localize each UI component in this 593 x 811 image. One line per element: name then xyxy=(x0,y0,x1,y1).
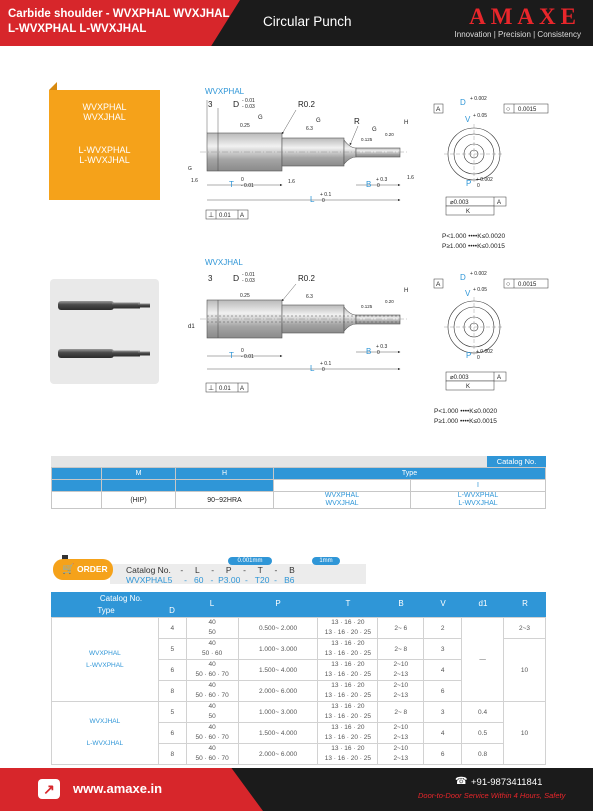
end-datum-1: A xyxy=(436,106,441,113)
l-val: 40 xyxy=(208,640,216,647)
drawing-1-name: WVXPHAL xyxy=(205,87,245,96)
cell-l xyxy=(186,660,238,681)
cell-d1: 0.8 xyxy=(462,744,504,765)
title-line-2: L-WVXPHAL L-WVXJHAL xyxy=(8,23,147,35)
cell-b xyxy=(378,660,424,681)
l-zero-2: 0 xyxy=(322,367,325,373)
k-label-1: K xyxy=(466,209,471,215)
type-header-m: M xyxy=(102,468,176,480)
perp-value-1: 0.01 xyxy=(219,213,231,219)
cell-p: 2.000~ 6.000 xyxy=(238,681,318,702)
cell-d: 6 xyxy=(158,660,186,681)
l-zero-1: 0 xyxy=(322,198,325,204)
cell-p: 0.500~ 2.000 xyxy=(238,618,318,639)
g-label-1d: G xyxy=(188,166,192,172)
b-val: 2~10 xyxy=(393,745,409,752)
type-table-subheader xyxy=(52,480,546,492)
r-label-1: R xyxy=(354,117,360,126)
end-datum-2: A xyxy=(436,281,441,288)
type-header-type-label: Type xyxy=(401,470,418,477)
header-d: D xyxy=(169,606,175,615)
t-val: 13 · 16 · 20 xyxy=(331,640,365,647)
spec-table xyxy=(51,617,546,765)
t-val: 13 · 16 · 20 xyxy=(331,703,365,710)
drawing-2-side-view xyxy=(188,258,408,392)
d-tol-lower-2: - 0.03 xyxy=(242,278,255,284)
cell-p: 1.500~ 4.000 xyxy=(238,723,318,744)
end-p-tol-2: + 0.002 xyxy=(476,349,493,355)
t-val: 13 · 16 · 20 · 25 xyxy=(324,650,371,657)
flatness-value-1: 0.0015 xyxy=(518,107,537,113)
t-val: 13 · 16 · 20 xyxy=(331,661,365,668)
header-d1: d1 xyxy=(478,599,488,608)
b-val: 2~13 xyxy=(393,734,409,741)
b-val: 2~10 xyxy=(393,682,409,689)
drawing-2-end-view xyxy=(434,271,548,425)
cell-b: 2~ 8 xyxy=(378,639,424,660)
order-button[interactable] xyxy=(53,559,113,580)
cell-t xyxy=(318,660,378,681)
l-label-2: L xyxy=(310,364,315,373)
b-val: 2~13 xyxy=(393,692,409,699)
g-label-1c: G xyxy=(372,127,377,133)
cell-l xyxy=(186,618,238,639)
header-t: T xyxy=(345,599,351,608)
type-table xyxy=(51,467,546,509)
b-val: 2~13 xyxy=(393,755,409,762)
table-row xyxy=(52,702,546,723)
t-val: 13 · 16 · 20 · 25 xyxy=(324,713,371,720)
title-line-1: Carbide shoulder - WVXPHAL WVXJHAL xyxy=(8,8,230,20)
roughness-16-1b: 1.6 xyxy=(288,179,295,185)
roughness-0125-2: 0.125 xyxy=(361,304,373,309)
cell-v: 3 xyxy=(424,639,462,660)
cell-b: 2~ 8 xyxy=(378,702,424,723)
k-note-2b: P≥1.000 ••••K≤0.0015 xyxy=(434,418,497,425)
type-l-wvxphal: L-WVXPHAL xyxy=(86,661,124,669)
b-label-1: B xyxy=(366,180,372,189)
type-b-l-wvxjhal: L-WVXJHAL xyxy=(458,500,498,507)
drawing-2-name: WVXJHAL xyxy=(205,258,243,267)
hardness-cell: 90~92HRA xyxy=(176,492,274,509)
d-label-2: D xyxy=(233,273,240,283)
t-val: 13 · 16 · 20 xyxy=(331,682,365,689)
type-header-type xyxy=(274,468,546,480)
cell-b: 2~ 6 xyxy=(378,618,424,639)
end-p-zero-1: 0 xyxy=(477,183,480,189)
cell-d: 6 xyxy=(158,723,186,744)
tolerance-pill-b: 1mm xyxy=(312,557,340,565)
h-label-1: H xyxy=(404,120,409,126)
conc-value-2: ⌀0.003 xyxy=(450,375,469,381)
d-tol-upper-2: - 0.01 xyxy=(242,272,255,278)
cell-r-group2: 10 xyxy=(504,702,546,765)
d-tol-upper-1: - 0.01 xyxy=(242,98,255,104)
cell-t xyxy=(318,681,378,702)
cart-icon: 🛒 xyxy=(62,564,75,575)
t-zero-1: 0 xyxy=(241,177,244,183)
type-wvxjhal: WVXJHAL xyxy=(89,718,121,725)
t-tol-2: - 0.01 xyxy=(241,354,254,360)
cell-l xyxy=(186,744,238,765)
b-tol-2: + 0.3 xyxy=(376,344,388,350)
cell-p: 2.000~ 6.000 xyxy=(238,744,318,765)
cell-d1: 0.4 xyxy=(462,702,504,723)
t-val: 13 · 16 · 20 · 25 xyxy=(324,671,371,678)
conc-datum-2: A xyxy=(497,375,502,381)
phone-number[interactable]: +91-9873411841 xyxy=(471,777,543,788)
l-val: 40 xyxy=(208,661,216,668)
header-p: P xyxy=(275,599,281,608)
roughness-025-1: 0.25 xyxy=(240,123,250,129)
header-v: V xyxy=(440,599,446,608)
l-val: 40 xyxy=(208,619,216,626)
type-label-wvxphal: WVXPHAL xyxy=(82,102,127,112)
g-label-1b: G xyxy=(316,118,321,124)
cell-t xyxy=(318,744,378,765)
flatness-symbol-1: ○ xyxy=(506,106,511,113)
l-val: 40 xyxy=(208,745,216,752)
k-note-1b: P≥1.000 ••••K≤0.0015 xyxy=(442,243,505,250)
perp-value-2: 0.01 xyxy=(219,386,231,392)
row-blank xyxy=(52,492,102,509)
order-format-line: Catalog No. - L - P - T - B xyxy=(126,565,295,575)
types-b-cell xyxy=(411,492,546,509)
sub-blank-3 xyxy=(176,480,274,492)
perp-symbol-2: ⊥ xyxy=(208,385,215,392)
conc-datum-1: A xyxy=(497,200,502,206)
l-val: 40 xyxy=(208,724,216,731)
cell-d: 5 xyxy=(158,702,186,723)
type-cell-group1 xyxy=(52,618,159,702)
end-d-tol-2: + 0.002 xyxy=(470,271,487,277)
roughness-020-2: 0.20 xyxy=(385,299,394,304)
cell-r-bottom: 10 xyxy=(504,639,546,702)
header-l: L xyxy=(209,599,215,608)
type-table-row xyxy=(52,492,546,509)
perp-symbol-1: ⊥ xyxy=(208,212,215,219)
cell-v: 4 xyxy=(424,723,462,744)
cell-l xyxy=(186,702,238,723)
d-label-1: D xyxy=(233,99,240,109)
t-zero-2: 0 xyxy=(241,348,244,354)
table-row xyxy=(52,618,546,639)
brand-logo: AMAXE xyxy=(469,4,581,29)
t-label-1: T xyxy=(229,180,234,189)
cell-v: 2 xyxy=(424,618,462,639)
order-button-label: ORDER xyxy=(77,564,108,574)
l-val: 50 xyxy=(208,629,216,636)
flatness-value-2: 0.0015 xyxy=(518,282,537,288)
b-zero-1: 0 xyxy=(377,183,380,189)
t-val: 13 · 16 · 20 · 25 xyxy=(324,692,371,699)
punch-tip xyxy=(356,148,400,157)
type-b-l-wvxphal: L-WVXPHAL xyxy=(457,492,499,499)
l-val: 50 · 60 · 70 xyxy=(195,671,229,678)
drawing-1-side-view xyxy=(188,87,414,219)
header-type: Type xyxy=(97,606,115,615)
sub-blank-1 xyxy=(52,480,102,492)
cell-l xyxy=(186,681,238,702)
end-d-label-1: D xyxy=(460,98,466,107)
cell-p: 1.000~ 3.000 xyxy=(238,702,318,723)
cell-v: 6 xyxy=(424,681,462,702)
b-val: 2~10 xyxy=(393,661,409,668)
b-val: 2~13 xyxy=(393,671,409,678)
cell-d1-group1: — xyxy=(462,618,504,702)
roughness-020-1: 0.20 xyxy=(385,132,394,137)
roughness-025-2: 0.25 xyxy=(240,293,250,299)
t-tol-1: - 0.01 xyxy=(241,183,254,189)
cell-p: 1.000~ 3.000 xyxy=(238,639,318,660)
t-val: 13 · 16 · 20 · 25 xyxy=(324,629,371,636)
type-cell-group2 xyxy=(52,702,159,765)
header-b: B xyxy=(398,599,404,608)
end-p-zero-2: 0 xyxy=(477,355,480,361)
l-label-1: L xyxy=(310,195,315,204)
cell-r-top: 2~3 xyxy=(504,618,546,639)
tolerance-pill-p: 0.001mm xyxy=(228,557,272,565)
t-val: 13 · 16 · 20 xyxy=(331,619,365,626)
l-val: 50 · 60 · 70 xyxy=(195,734,229,741)
r02-label-1: R0.2 xyxy=(298,100,315,109)
cell-d1: 0.5 xyxy=(462,723,504,744)
l-val: 50 xyxy=(208,713,216,720)
cell-v: 6 xyxy=(424,744,462,765)
cell-t xyxy=(318,723,378,744)
cell-b xyxy=(378,744,424,765)
cell-v: 4 xyxy=(424,660,462,681)
g-label-1a: G xyxy=(258,115,263,121)
roughness-63-1: 6.3 xyxy=(306,126,313,132)
cell-d: 8 xyxy=(158,681,186,702)
h-label-2: H xyxy=(404,288,409,294)
l-val: 50 · 60 xyxy=(202,650,223,657)
k-note-2a: P<1.000 ••••K≤0.0020 xyxy=(434,408,498,415)
types-a-cell xyxy=(274,492,411,509)
r02-label-2: R0.2 xyxy=(298,274,315,283)
type-label-l-wvxjhal: L-WVXJHAL xyxy=(79,155,130,165)
cell-l xyxy=(186,639,238,660)
link-arrow-icon: ↗ xyxy=(38,779,60,799)
b-val: 2~10 xyxy=(393,724,409,731)
dim-3-label: 3 xyxy=(208,274,213,283)
drawing-1-end-view xyxy=(434,96,548,250)
end-v-tol-2: + 0.05 xyxy=(473,287,488,293)
d1-label: d1 xyxy=(188,324,195,330)
t-val: 13 · 16 · 20 · 25 xyxy=(324,755,371,762)
brand-tagline: Innovation | Precision | Consistency xyxy=(454,30,581,39)
cell-t xyxy=(318,639,378,660)
type-header-i: I xyxy=(411,480,546,492)
type-table-topbar xyxy=(51,456,546,467)
type-a-wvxjhal: WVXJHAL xyxy=(325,500,359,507)
cell-t xyxy=(318,618,378,639)
type-table-header xyxy=(52,468,546,480)
l-val: 50 · 60 · 70 xyxy=(195,755,229,762)
end-v-tol-1: + 0.05 xyxy=(473,113,488,119)
type-header-h: H xyxy=(176,468,274,480)
l-val: 40 xyxy=(208,682,216,689)
cell-d: 8 xyxy=(158,744,186,765)
cell-d: 4 xyxy=(158,618,186,639)
t-val: 13 · 16 · 20 xyxy=(331,724,365,731)
end-p-label-1: P xyxy=(466,179,472,188)
l-val: 50 · 60 · 70 xyxy=(195,692,229,699)
k-label-2: K xyxy=(466,384,471,390)
b-label-2: B xyxy=(366,347,372,356)
end-d-label-2: D xyxy=(460,273,466,282)
hip-cell: (HIP) xyxy=(102,492,176,509)
roughness-16-1c: 1.6 xyxy=(407,175,414,181)
service-note: Door-to-Door Service Within 4 Hours, Safety xyxy=(418,791,566,800)
type-table-caption: Catalog No. xyxy=(487,456,546,467)
end-v-label-2: V xyxy=(465,289,471,298)
roughness-63-2: 6.3 xyxy=(306,294,313,300)
type-wvxphal: WVXPHAL xyxy=(89,649,121,657)
cell-b xyxy=(378,681,424,702)
type-header-blank xyxy=(52,468,102,480)
cell-d: 5 xyxy=(158,639,186,660)
t-label-2: T xyxy=(229,351,234,360)
l-tol-1: + 0.1 xyxy=(320,192,332,198)
order-example-line: WVXPHAL5 - 60 - P3.00 - T20 - B6 xyxy=(126,575,295,585)
type-l-wvxjhal: L-WVXJHAL xyxy=(86,740,124,747)
cell-p: 1.500~ 4.000 xyxy=(238,660,318,681)
k-note-1a: P<1.000 ••••K≤0.0020 xyxy=(442,233,506,240)
cell-t xyxy=(318,702,378,723)
l-tol-2: + 0.1 xyxy=(320,361,332,367)
sub-blank-4 xyxy=(274,480,411,492)
cell-v: 3 xyxy=(424,702,462,723)
sub-blank-2 xyxy=(102,480,176,492)
t-val: 13 · 16 · 20 xyxy=(331,745,365,752)
roughness-16-1a: 1.6 xyxy=(191,178,198,184)
header-r: R xyxy=(522,599,528,608)
header-catalog-no: Catalog No. xyxy=(99,594,143,603)
cell-l xyxy=(186,723,238,744)
end-p-tol-1: + 0.002 xyxy=(476,177,493,183)
end-p-label-2: P xyxy=(466,351,472,360)
end-d-tol-1: + 0.002 xyxy=(470,96,487,102)
t-val: 13 · 16 · 20 · 25 xyxy=(324,734,371,741)
cell-b xyxy=(378,723,424,744)
category-title: Circular Punch xyxy=(263,14,352,29)
end-v-label-1: V xyxy=(465,115,471,124)
website-link[interactable]: www.amaxe.in xyxy=(73,781,163,796)
roughness-0125-1: 0.125 xyxy=(361,137,373,142)
conc-value-1: ⌀0.003 xyxy=(450,200,469,206)
b-tol-1: + 0.3 xyxy=(376,177,388,183)
type-a-wvxphal: WVXPHAL xyxy=(324,492,360,499)
perp-datum-2: A xyxy=(240,386,245,392)
l-val: 40 xyxy=(208,703,216,710)
d-tol-lower-1: - 0.03 xyxy=(242,104,255,110)
svg-text:3: 3 xyxy=(208,100,213,109)
type-label-l-wvxphal: L-WVXPHAL xyxy=(78,145,131,155)
flatness-symbol-2: ○ xyxy=(506,281,511,288)
type-label-wvxjhal: WVXJHAL xyxy=(83,112,126,122)
perp-datum-1: A xyxy=(240,213,245,219)
phone-icon: ☎ xyxy=(455,776,468,787)
b-zero-2: 0 xyxy=(377,350,380,356)
